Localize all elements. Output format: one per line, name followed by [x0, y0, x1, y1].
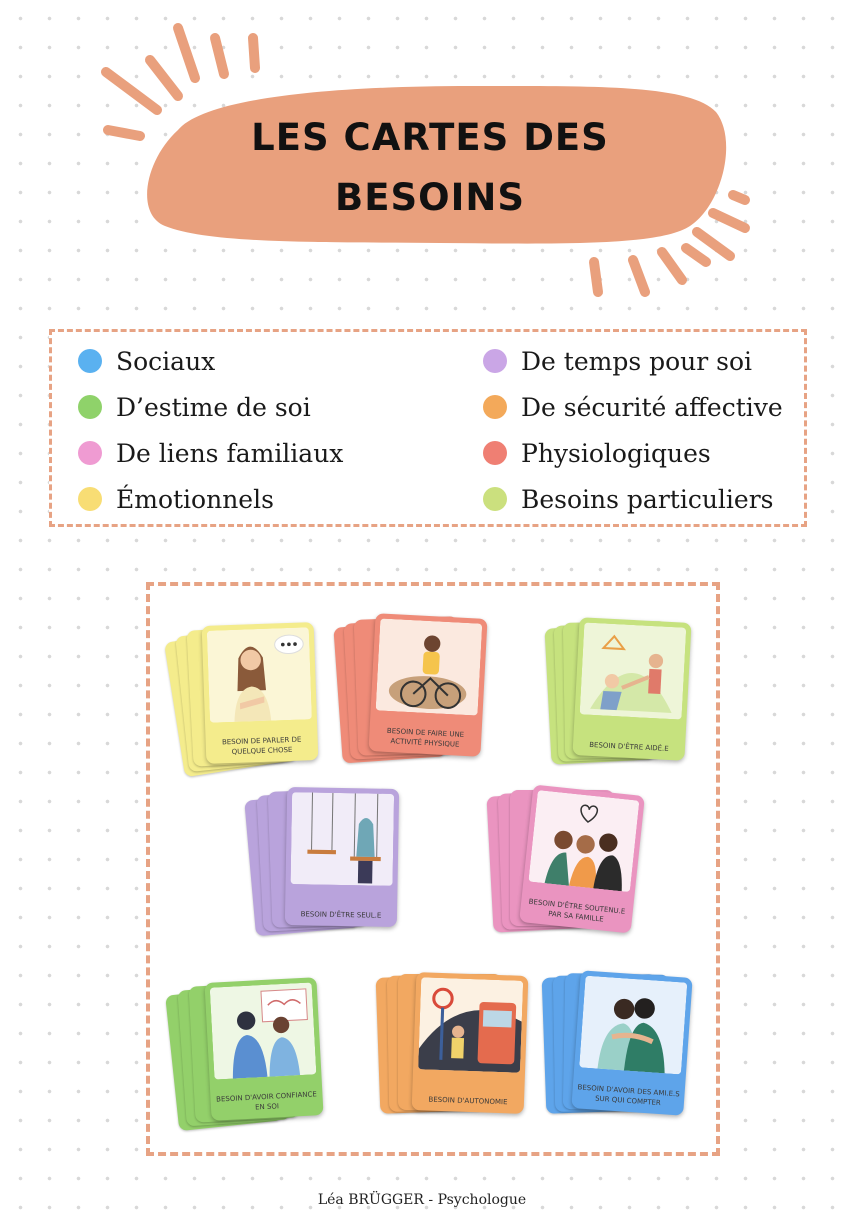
card-caption: BESOIN D'AUTONOMIE	[428, 1095, 508, 1107]
legend-item-securite	[483, 387, 783, 427]
legend-label: Physiologiques	[521, 438, 711, 468]
legend-label: Émotionnels	[116, 484, 274, 514]
legend-dot	[483, 395, 507, 419]
legend-dot	[78, 487, 102, 511]
legend-label: De temps pour soi	[521, 346, 753, 376]
card-caption: BESOIN DE FAIRE UNE ACTIVITÉ PHYSIQUE	[386, 726, 465, 749]
footer-author: Léa BRÜGGER - Psychologue	[317, 1192, 527, 1208]
legend-item-sociaux	[78, 341, 215, 381]
card-front	[519, 785, 645, 934]
legend-item-emotionnels	[78, 479, 274, 519]
legend-label: De liens familiaux	[116, 438, 344, 468]
card-caption: BESOIN D'ÊTRE SEUL.E	[300, 910, 382, 920]
legend-item-particuliers	[483, 479, 774, 519]
card-front	[412, 972, 529, 1114]
legend-item-estime	[78, 387, 311, 427]
card-illustration	[376, 618, 483, 715]
card-front	[572, 617, 691, 761]
card-caption: BESOIN D'ÊTRE AIDÉ.E	[589, 740, 669, 753]
legend-dot	[483, 441, 507, 465]
legend-item-temps	[483, 341, 752, 381]
legend-label: De sécurité affective	[521, 392, 783, 422]
page-title: LES CARTES DES BESOINS	[251, 116, 609, 219]
card-deck-liens-familiaux	[490, 786, 640, 931]
card-caption: BESOIN D'ÊTRE SOUTENU.E PAR SA FAMILLE	[528, 897, 626, 924]
card-caption: BESOIN D'AVOIR DES AMI.E.S SUR QUI COMPTER	[577, 1083, 680, 1108]
card-deck-physiologiques	[338, 614, 488, 759]
card-deck-securite-affective	[378, 970, 528, 1115]
card-caption: BESOIN DE PARLER DE QUELQUE CHOSE	[221, 735, 302, 757]
card-illustration	[580, 622, 687, 719]
card-deck-estime-de-soi	[172, 978, 322, 1123]
card-illustration	[291, 792, 395, 886]
card-front	[571, 970, 692, 1115]
legend-dot	[78, 349, 102, 373]
card-deck-sociaux	[542, 970, 692, 1115]
card-caption: BESOIN D'AVOIR CONFIANCE EN SOI	[215, 1090, 318, 1112]
legend-dot	[78, 441, 102, 465]
legend-label: D’estime de soi	[116, 392, 311, 422]
card-illustration	[579, 976, 687, 1075]
legend-label: Besoins particuliers	[521, 484, 774, 514]
card-deck-particuliers	[544, 618, 694, 763]
legend-dot	[483, 349, 507, 373]
cards-photo-frame	[146, 582, 720, 1156]
legend-label: Sociaux	[116, 346, 216, 376]
card-illustration	[418, 977, 523, 1073]
card-illustration	[207, 627, 312, 723]
legend-box	[49, 329, 807, 527]
legend-dot	[483, 487, 507, 511]
card-illustration	[528, 790, 639, 892]
card-deck-temps-pour-soi	[250, 786, 400, 931]
card-front	[368, 613, 487, 757]
legend-item-physiologiques	[483, 433, 711, 473]
legend-item-liens	[78, 433, 343, 473]
card-front	[285, 787, 399, 927]
card-front	[202, 622, 319, 764]
card-front	[204, 977, 323, 1121]
card-deck-emotionnels	[174, 622, 324, 767]
legend-dot	[78, 395, 102, 419]
card-illustration	[210, 982, 317, 1079]
